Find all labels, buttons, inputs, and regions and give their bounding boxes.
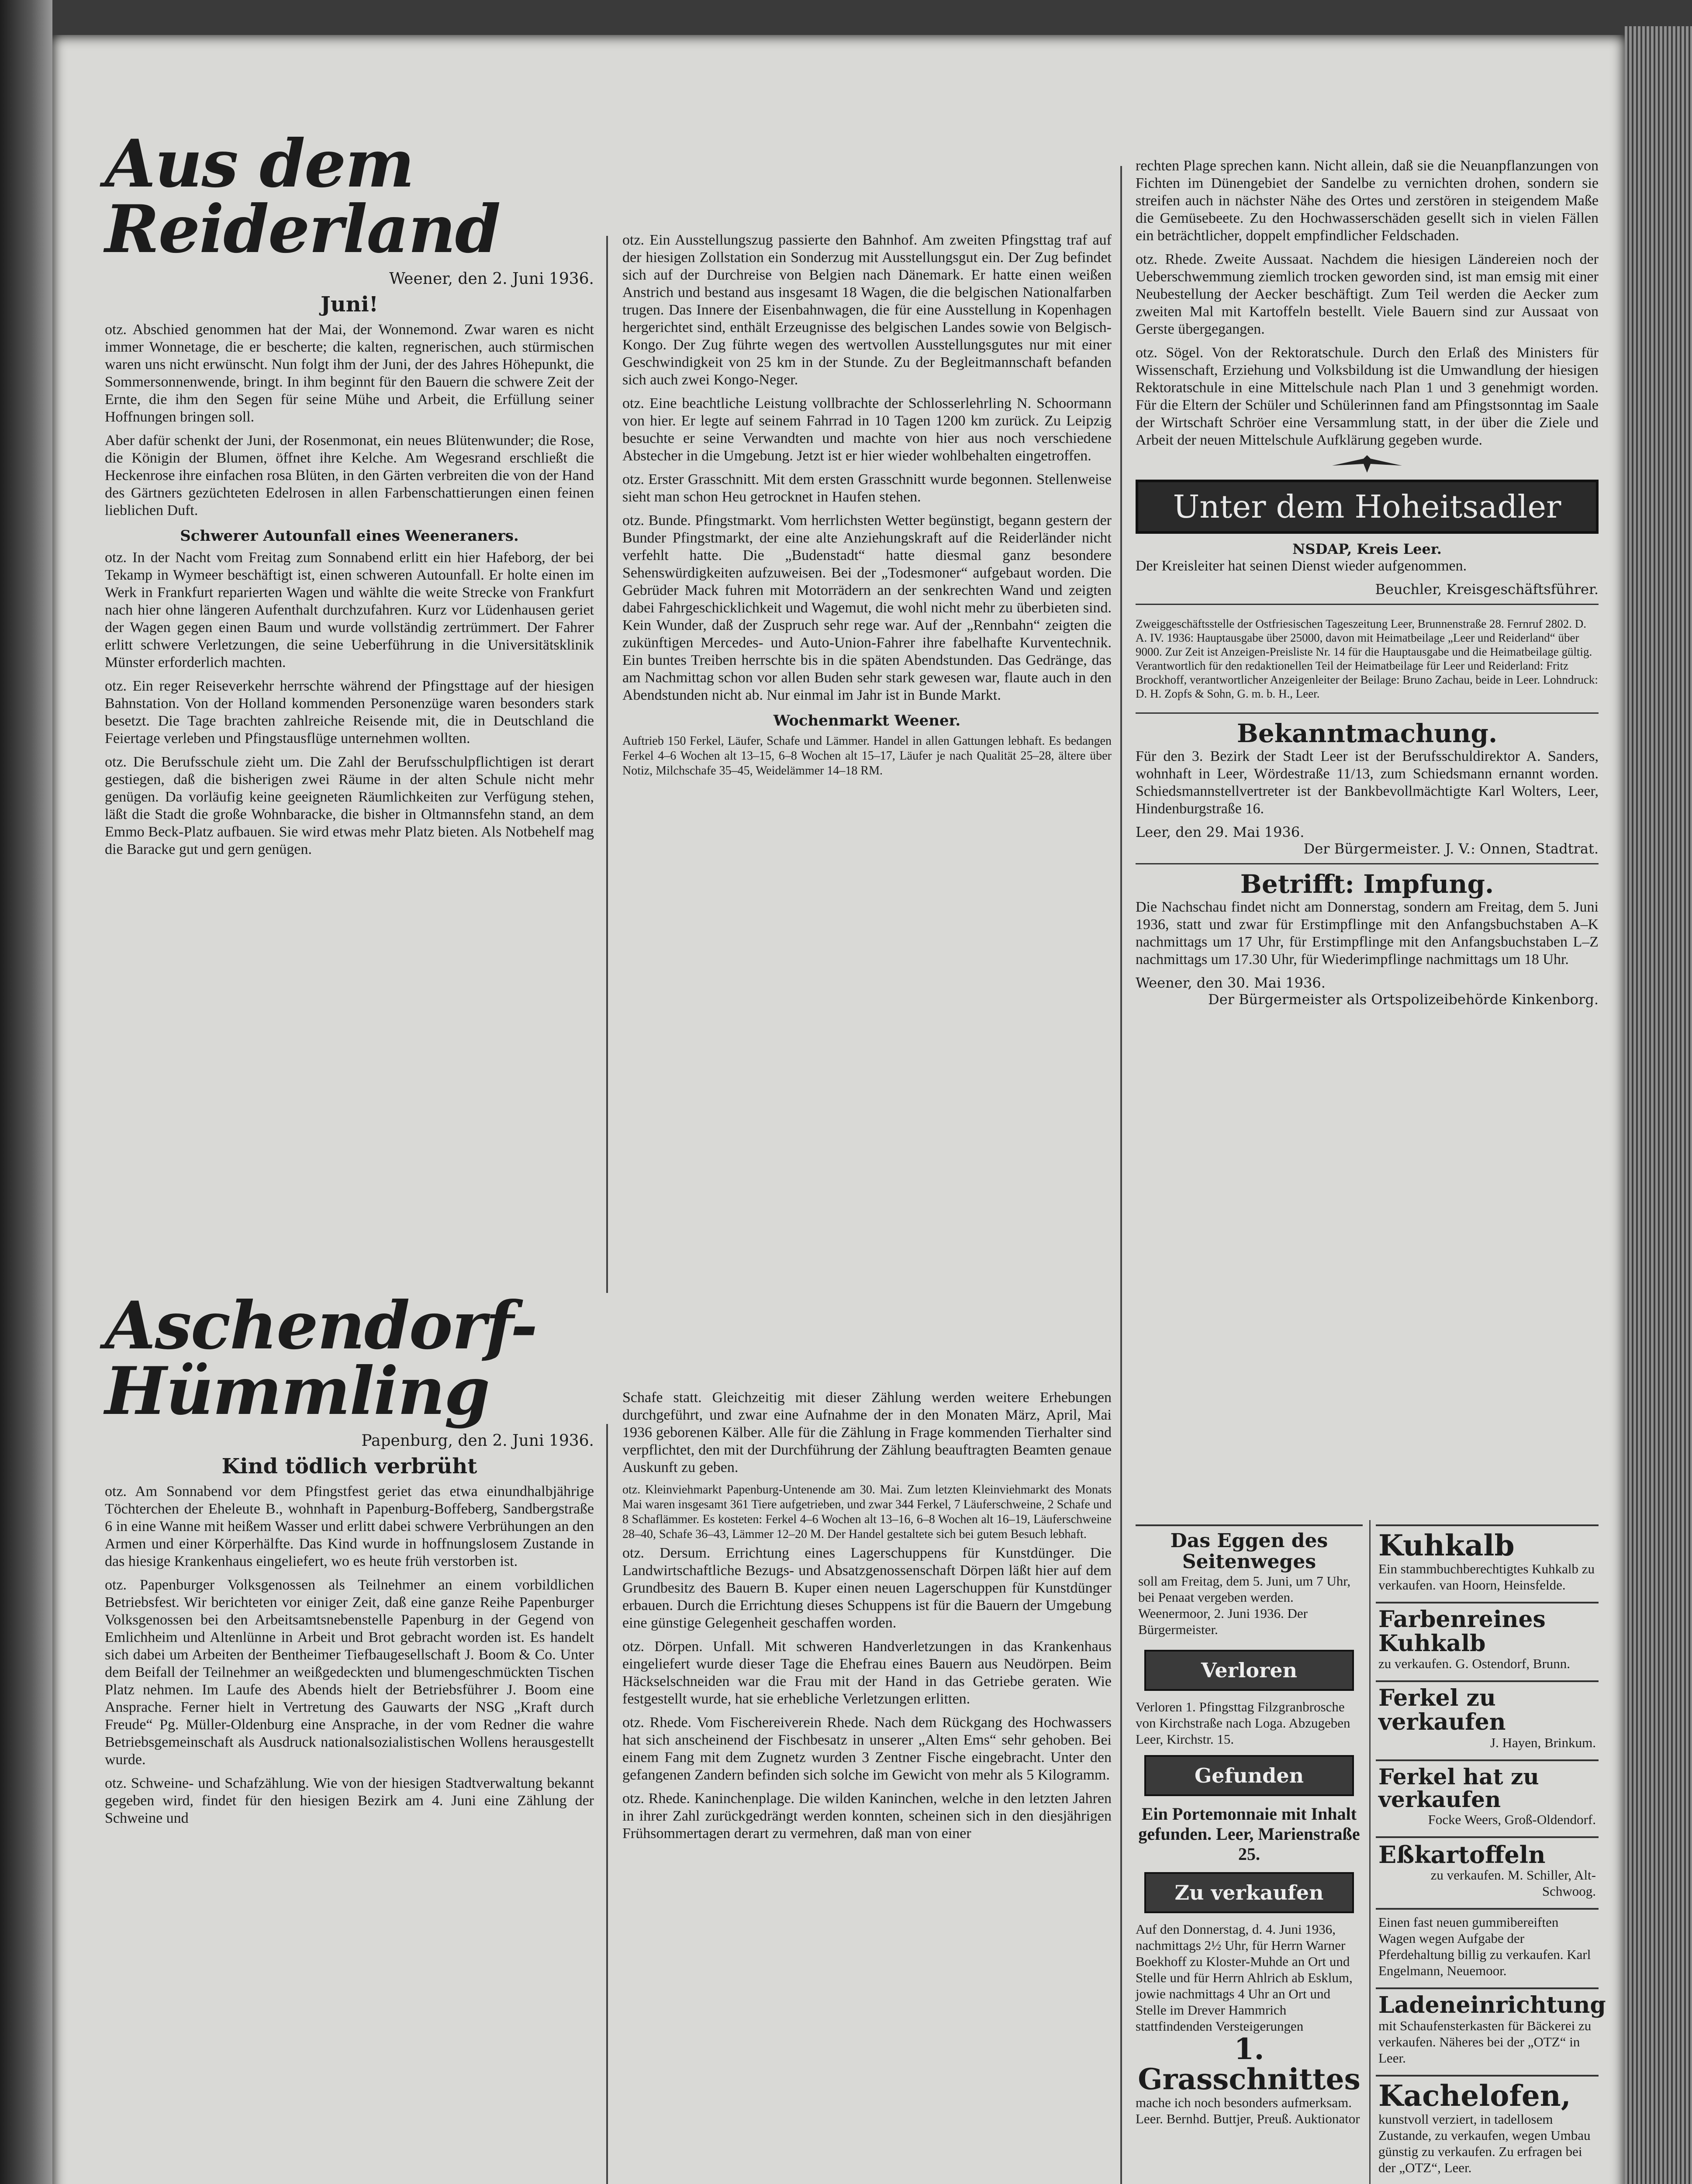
notice-body: Der Kreisleiter hat seinen Dienst wieder aufgenommen. bbox=[1136, 558, 1467, 574]
notice-signature: Beuchler, Kreisgeschäftsführer. bbox=[1375, 581, 1599, 598]
lost-bar: Verloren bbox=[1144, 1650, 1354, 1691]
article-paragraph: otz. Eine beachtliche Leistung vollbrachte der Schlosserlehrling N. Schoormann von hier. Er legte auf seinem Fahrrad in 10 Tagen 1200 km zurück. Zu Leipzig besuchte er seine Verwandten und machte von hier aus noch verschiedene Abstecher in die Umgebung. Jetzt ist er hier wieder wohlbehalten eingetroffen. bbox=[622, 395, 1112, 464]
ad-body: Verloren 1. Pfingsttag Filzgranbrosche von Kirchstraße nach Loga. Abzugeben Leer, Kirchstr. 15. bbox=[1136, 1699, 1350, 1747]
vaccination-signature: Der Bürgermeister als Ortspolizeibehörde Kinkenborg. bbox=[1208, 991, 1599, 1008]
divider bbox=[1136, 712, 1599, 714]
ad-body: Focke Weers, Groß-Oldendorf. bbox=[1428, 1811, 1596, 1827]
ad-body: kunstvoll verziert, in tadellosem Zustande, zu verkaufen, wegen Umbau günstig zu verkaufen. Zu erfragen bei der „OTZ“, Leer. bbox=[1378, 2111, 1591, 2176]
article-subhead: Schwerer Autounfall eines Weeneraners. bbox=[180, 527, 519, 545]
ad-body: Auf den Donnerstag, d. 4. Juni 1936, nachmittags 2½ Uhr, für Herrn Warner Boekhoff zu Kloster-Muhde an Ort und Stelle und für Herrn Ahlrich ab Esklum, jowie nachmittags 4 Uhr an Ort und Stelle im Drever Hammrich stattfindenden Versteigerungen bbox=[1136, 1921, 1353, 2034]
article-paragraph: Schafe statt. Gleichzeitig mit dieser Zählung werden weitere Erhebungen durchgeführt, und zwar eine Aufnahme der in den Monaten März, April, Mai 1936 geborenen Kälber. Alle für die Zählung in Frage kommenden Tierhalter sind verpflichtet, den mit der Durchführung der Zählung beauftragten Beamten genaue Auskunft zu geben. bbox=[622, 1389, 1112, 1476]
impressum: Zweiggeschäftsstelle der Ostfriesischen Tageszeitung Leer, Brunnenstraße 28. Fernruf 2802. D. A. IV. 1936: Hauptausgabe über 25000, davon mit Heimatbeilage „Leer und Reiderland“ über 9000. Zur Zeit ist Anzeigen-Preisliste Nr. 14 für die Hauptausgabe und die Heimatbeilage gültig. Verantwortlich für den redaktionellen Teil der Heimatbeilage für Leer und Reiderland: Fritz Brockhoff, verantwortlicher Anzeigenleiter der Beilage: Bruno Zachau, beide in Leer. Lohndruck: D. H. Zopfs & Sohn, G. m. b. H., Leer. bbox=[1136, 617, 1598, 700]
vaccination-title: Betrifft: Impfung. bbox=[1240, 869, 1494, 899]
vaccination-date: Weener, den 30. Mai 1936. bbox=[1136, 974, 1326, 991]
article-paragraph: otz. Ein Ausstellungszug passierte den Bahnhof. Am zweiten Pfingsttag traf auf der hiesigen Zollstation ein Sonderzug mit Ausstellungsgut ein. Der Zug befindet sich auf der Durchreise von Belgien nach Dänemark. Er hatte einen weißen Anstrich und bestand aus insgesamt 18 Wagen, die die belgischen Nationalfarben trugen. Das Innere der Eisenbahnwagen, die für eine Ausstellung in Kopenhagen hergerichtet sind, enthält Erzeugnisse des belgischen Landes sowie von Belgisch-Kongo. Der Zug führte wegen des wertvollen Ausstellungsgutes nur mit einer Geschwindigkeit von 25 km in der Stunde. Zu der Begleitmannschaft befanden sich auch zwei Kongo-Neger. bbox=[622, 232, 1112, 388]
ad-title: Ferkel zu verkaufen bbox=[1378, 1685, 1506, 1736]
ads-left bbox=[1136, 1520, 1363, 2127]
page-edge-stack bbox=[1625, 26, 1692, 2184]
ad-title: Kuhkalb bbox=[1378, 1528, 1515, 1562]
notice-heading: NSDAP, Kreis Leer. bbox=[1292, 541, 1442, 557]
newspaper-page bbox=[52, 35, 1625, 2184]
ad-title: Ladeneinrichtung bbox=[1378, 1992, 1606, 2019]
column-rule bbox=[1120, 166, 1122, 2184]
article-paragraph: otz. Abschied genommen hat der Mai, der Wonnemond. Zwar waren es nicht immer Wonnetage, die er bescherte; die kalten, regnerischen, auch stürmischen waren uns nicht erwünscht. Nun folgt ihm der Juni, der des Jahres Höhepunkt, die Sommersonnenwende, bringt. In ihm beginnt für den Bauern die schwere Zeit der Ernte, die ihm den Segen für seine Mühe und Arbeit, die Erfüllung seiner Hoffnungen bringen soll. bbox=[105, 321, 594, 425]
ad-kachelofen bbox=[1376, 2075, 1599, 2180]
ad-farben bbox=[1376, 1602, 1599, 1676]
column-2-lower bbox=[622, 1389, 1112, 1849]
article-paragraph: otz. Erster Grasschnitt. Mit dem ersten Grasschnitt wurde begonnen. Stellenweise sieht man schon Heu getrocknet in Haufen stehen. bbox=[622, 471, 1112, 505]
ad-title: Kachelofen, bbox=[1378, 2078, 1571, 2113]
ads-rule bbox=[1369, 1520, 1371, 2184]
ad-title: Das Eggen des Seitenweges bbox=[1170, 1530, 1328, 1573]
column-2 bbox=[622, 232, 1112, 781]
column-1-lower bbox=[105, 1287, 594, 1833]
ads-right bbox=[1376, 1520, 1606, 2184]
ad-body: Ein Portemonnaie mit Inhalt gefunden. Leer, Marienstraße 25. bbox=[1138, 1804, 1360, 1864]
ad-wagen bbox=[1376, 1908, 1599, 1983]
column-1 bbox=[105, 125, 594, 864]
article-paragraph: otz. Rhede. Kaninchenplage. Die wilden Kaninchen, welche in den letzten Jahren in ihrer Zahl zurückgedrängt werden konnten, scheinen sich in den diesjährigen Frühsommertagen derart zu vermehren, daß man von einer bbox=[622, 1790, 1112, 1842]
divider bbox=[1136, 604, 1599, 605]
article-paragraph: otz. Dersum. Errichtung eines Lagerschuppens für Kunstdünger. Die Landwirtschaftliche Bezugs- und Absatzgenossenschaft Dörpen läßt hier auf dem Grundbesitz des Bauern B. Kuper einen neuen Lagerschuppen für Kunstdünger erbauen. Durch die Errichtung dieses Schuppens ist für die Bauern der Umgebung eine günstige Gelegenheit geschaffen worden. bbox=[622, 1545, 1112, 1631]
ad-kuhkalb bbox=[1376, 1524, 1599, 1597]
column-rule bbox=[606, 236, 608, 1293]
for-sale-bar: Zu verkaufen bbox=[1144, 1872, 1354, 1913]
column-rule bbox=[606, 1424, 608, 2184]
article-paragraph: otz. Sögel. Von der Rektoratschule. Durch den Erlaß des Ministers für Wissenschaft, Erziehung und Volksbildung ist die Umwandlung der hiesigen Rektoratschule in eine Mittelschule nach Plan 1 und 3 genehmigt worden. Für die Eltern der Schüler und Schülerinnen fand am Pfingstsonntag im Saale der Wirtschaft Schröer eine Versammlung statt, in der über die Ziele und Arbeit der neuen Mittelschule Aufklärung gegeben wurde. bbox=[1136, 345, 1599, 448]
ad-title: Eßkartoffeln bbox=[1378, 1840, 1546, 1869]
ad-body: mache ich noch besonders aufmerksam. Leer. Bernhd. Buttjer, Preuß. Auktionator bbox=[1136, 2095, 1360, 2127]
ad-body: mit Schaufensterkasten für Bäckerei zu verkaufen. Näheres bei der „OTZ“ in Leer. bbox=[1378, 2018, 1592, 2066]
section-title-aschendorf: Aschendorf-Hümmling bbox=[105, 1287, 537, 1430]
ad-body: soll am Freitag, dem 5. Juni, um 7 Uhr, bei Penaat vergeben werden. Weenermoor, 2. Juni 1936. Der Bürgermeister. bbox=[1138, 1573, 1351, 1637]
ad-eggen bbox=[1136, 1524, 1363, 1642]
article-paragraph: otz. Schweine- und Schafzählung. Wie von der hiesigen Stadtverwaltung bekannt gegeben wird, findet für den hiesigen Bezirk am 4. Juni eine Zählung der Schweine und bbox=[105, 1775, 594, 1826]
article-paragraph: otz. Rhede. Zweite Aussaat. Nachdem die hiesigen Ländereien noch der Ueberschwemmung ziemlich trocken geworden sind, ist man emsig mit einer Neubestellung der Aecker beschäftigt. Zum Teil werden die Aecker zum zweiten Mal mit Kartoffeln bestellt. Viele Bauern sind zur Aussaat von Gerste übergegangen. bbox=[1136, 251, 1599, 337]
article-paragraph: otz. Papenburger Volksgenossen als Teilnehmer an einem vorbildlichen Betriebsfest. Wir berichteten vor einiger Zeit, daß eine ganze Reihe Papenburger Volksgenossen bei den Arbeitsamtsnebenstelle Papenburg in der Gegend von Emlichheim und Altenlünne in Arbeit und Brot gebracht worden ist. Es handelt sich dabei um Arbeiten der Bentheimer Tiefbaugesellschaft J. Boom & Co. Unter dem Beifall der Teilnehmer an weißgedeckten und blumengeschmückten Tischen Platz nehmen. Im Laufe des Abends hielt der Betriebsführer J. Boom eine Ansprache. Ferner hielt in Vertretung des Gauwarts der NSG „Kraft durch Freude“ Pg. Müller-Oldenburg eine Ansprache, in der vom Redner die wahre Betriebsgemeinschaft als Ausdruck nationalsozialistischen Wollens herausgestellt wurde. bbox=[105, 1577, 594, 1768]
ad-body: zu verkaufen. G. Ostendorf, Brunn. bbox=[1378, 1656, 1571, 1672]
market-report: Auftrieb 150 Ferkel, Läufer, Schafe und Lämmer. Handel in allen Gattungen lebhaft. Es bedangen Ferkel 4–6 Wochen alt 13–15, 6–8 Wochen alt 15–17, Läufer je nach Qualität 25–28, ältere über Notiz, Milchschafe 35–45, Weidelämmer 14–18 RM. bbox=[622, 734, 1112, 778]
announcement-body: Für den 3. Bezirk der Stadt Leer ist der Berufsschuldirektor A. Sanders, wohnhaft in Leer, Wördestraße 11/13, zum Schiedsmann ernannt worden. Schiedsmannstellvertreter ist der Bankbevollmächtigte Karl Wolters, Leer, Hindenburgstraße 16. bbox=[1136, 748, 1599, 817]
column-3 bbox=[1136, 157, 1599, 1008]
ad-body: Ein stammbuchberechtigtes Kuhkalb zu verkaufen. van Hoorn, Heinsfelde. bbox=[1378, 1561, 1595, 1593]
ad-title: 1. Grasschnittes bbox=[1138, 2032, 1361, 2097]
article-paragraph: rechten Plage sprechen kann. Nicht allein, daß sie die Neuanpflanzungen von Fichten im Dünengebiet der Sandelbe zu vernichten drohen, sondern sie streifen auch in nächster Nähe des Ortes und zerstören in steigendem Maße die Gemüsebeete. Zu den Hochwasserschäden gesellt sich in vielen Fällen ein beträchtlicher, doppelt empfindlicher Feldschaden. bbox=[1136, 158, 1599, 244]
party-banner: Unter dem Hoheitsadler bbox=[1136, 480, 1599, 534]
dateline: Papenburg, den 2. Juni 1936. bbox=[361, 1432, 594, 1450]
found-bar: Gefunden bbox=[1144, 1755, 1354, 1796]
ad-body: J. Hayen, Brinkum. bbox=[1490, 1735, 1596, 1750]
ad-title: Farbenreines Kuhkalb bbox=[1378, 1606, 1546, 1657]
ad-body: zu verkaufen. M. Schiller, Alt-Schwoog. bbox=[1430, 1867, 1596, 1899]
divider bbox=[1136, 863, 1599, 864]
ad-kartoffeln bbox=[1376, 1836, 1599, 1904]
article-paragraph: otz. Die Berufsschule zieht um. Die Zahl der Berufsschulpflichtigen ist derart gestiegen, daß die bisherigen zwei Räume in der alten Schule nicht mehr genügen. Da vorläufig keine geeigneten Räumlichkeiten zur Verfügung stehen, läßt die Stadt die große Wohnbaracke, die bisher in Oltmannsfehn stand, an dem Emmo Beck-Platz aufbauen. Sie wird etwas mehr Platz bieten. Als Notbehelf mag die Baracke gut und gern genügen. bbox=[105, 754, 594, 857]
ad-body: Einen fast neuen gummibereiften Wagen wegen Aufgabe der Pferdehaltung billig zu verkaufen. Karl Engelmann, Neuemoor. bbox=[1378, 1914, 1591, 1979]
ad-ferkel-1 bbox=[1376, 1680, 1599, 1755]
article-paragraph: otz. Bunde. Pfingstmarkt. Vom herrlichsten Wetter begünstigt, begann gestern der Bunder Pfingstmarkt, der eine alte Anziehungskraft auf die Reiderländer nicht verfehlt hatte. Die „Budenstadt“ hatte diesmal ganz besondere Sehenswürdigkeiten aufzuweisen. Bei der „Todesmoner“ aufgebaut worden. Die Gebrüder Mack fuhren mit Motorrädern an der senkrechten Wand und zeigten dabei Fahrgeschicklichkeit und Wagemut, die wohl nicht mehr zu überbieten sind. Kein Wunder, daß der Zuspruch sehr rege war. Auf der „Rennbahn“ zeigten die zukünftigen Mercedes- und Auto-Union-Fahrer ihre fabelhafte Kurventechnik. Ein buntes Treiben herrschte bis in die späten Abendstunden. Das Gedränge, das am Nachmittag schon vor allen Buden sehr stark gewesen war, flaute auch in den Abendstunden nicht ab. Nur einmal im Jahr ist in Bunde Markt. bbox=[622, 512, 1112, 703]
book-binding bbox=[0, 0, 52, 2184]
announcement-title: Bekanntmachung. bbox=[1236, 719, 1498, 748]
ad-title: Ferkel hat zu verkaufen bbox=[1378, 1763, 1539, 1813]
announcement-date: Leer, den 29. Mai 1936. bbox=[1136, 823, 1305, 840]
section-title-reiderland: Aus dem Reiderland bbox=[105, 125, 500, 268]
eagle-emblem-icon bbox=[1332, 455, 1402, 473]
market-report: otz. Kleinviehmarkt Papenburg-Untenende am 30. Mai. Zum letzten Kleinviehmarkt des Monats Mai waren insgesamt 361 Tiere aufgetrieben, und zwar 344 Ferkel, 7 Läuferschweine, 2 Schafe und 8 Schaflämmer. Es kosteten: Ferkel 4–6 Wochen alt 13–16, 6–8 Wochen alt 16–19, Läuferschweine 28–40, Schafe 36–43, Lämmer 12–20 M. Der Handel gestaltete sich bei gutem Besuch lebhaft. bbox=[622, 1483, 1112, 1541]
article-paragraph: otz. Dörpen. Unfall. Mit schweren Handverletzungen in das Krankenhaus eingeliefert wurde dieser Tage die Ehefrau eines Bauern aus Neudörpen. Beim Häckselschneiden war die Frau mit der Hand in das Getriebe geraten. Wie festgestellt wurde, hat sie erhebliche Verletzungen erlitten. bbox=[622, 1638, 1112, 1707]
ad-laden bbox=[1376, 1987, 1606, 2070]
announcement-signature: Der Bürgermeister. J. V.: Onnen, Stadtrat. bbox=[1303, 840, 1599, 857]
dateline: Weener, den 2. Juni 1936. bbox=[389, 270, 594, 288]
article-headline: Juni! bbox=[321, 292, 378, 317]
market-title: Wochenmarkt Weener. bbox=[773, 712, 961, 729]
article-paragraph: otz. Am Sonnabend vor dem Pfingstfest geriet das etwa einundhalbjährige Töchterchen der Eheleute B., wohnhaft in Papenburg-Boffeberg, Sandbergstraße 6 in eine Wanne mit heißem Wasser und erlitt dabei schwere Verbrühungen an den Armen und einer Körperhälfte. Das Kind wurde in hoffnungslosem Zustande in das hiesige Krankenhaus eingeliefert, wo es heute früh verstorben ist. bbox=[105, 1483, 594, 1569]
article-paragraph: Aber dafür schenkt der Juni, der Rosenmonat, ein neues Blütenwunder; die Rose, die Königin der Blumen, öffnet ihre Kelche. Am Wegesrand erschließt die Heckenrose ihre einfachen rosa Blüten, in den Gärten verbreiten die von der Hand des Gärtners gezüchteten Edelrosen in allen Farbenschattierungen einen feinen lieblichen Duft. bbox=[105, 432, 594, 518]
article-paragraph: otz. Rhede. Vom Fischereiverein Rhede. Nach dem Rückgang des Hochwassers hat sich anscheinend der Fischbesatz in unserer „Alten Ems“ sehr gehoben. Bei einem Fang mit dem Zugnetz wurden 3 Zentner Fische eingebracht. Unter den gefangenen Zandern befinden sich solche im Gewicht von mehr als 5 Kilogramm. bbox=[622, 1714, 1112, 1783]
article-headline: Kind tödlich verbrüht bbox=[221, 1454, 477, 1479]
vaccination-body: Die Nachschau findet nicht am Donnerstag, sondern am Freitag, dem 5. Juni 1936, statt und zwar für Erstimpflinge mit den Anfangsbuchstaben A–K nachmittags um 17 Uhr, für Erstimpflinge mit den Anfangsbuchstaben L–Z nachmittags um 17.30 Uhr, für Wiederimpflinge nachmittags um 18 Uhr. bbox=[1136, 898, 1599, 968]
article-paragraph: otz. In der Nacht vom Freitag zum Sonnabend erlitt ein hier Hafeborg, der bei Tekamp in Wymeer beschäftigt ist, einen schweren Autounfall. Er holte einen im Werk in Frankfurt reparierten Wagen und wählte die weite Strecke von Frankfurt nach hier ohne längeren Aufenthalt durchzufahren. Kurz vor Lüdenhausen geriet der Wagen gegen einen Baum und wurde vollständig zertrümmert. Der Fahrer erlitt schwere Verletzungen, die seine Ueberführung in die Universitätsklinik Münster erforderlich machten. bbox=[105, 549, 594, 670]
ad-ferkel-2 bbox=[1376, 1759, 1599, 1832]
article-paragraph: otz. Ein reger Reiseverkehr herrschte während der Pfingsttage auf der hiesigen Bahnstation. Von der Holland kommenden Personenzüge waren besonders stark besetzt. Die Tage brachten zahlreiche Reisende mit, die in Deutschland die Feiertage verleben und Pfingstausflüge unternehmen wollten. bbox=[105, 678, 594, 746]
